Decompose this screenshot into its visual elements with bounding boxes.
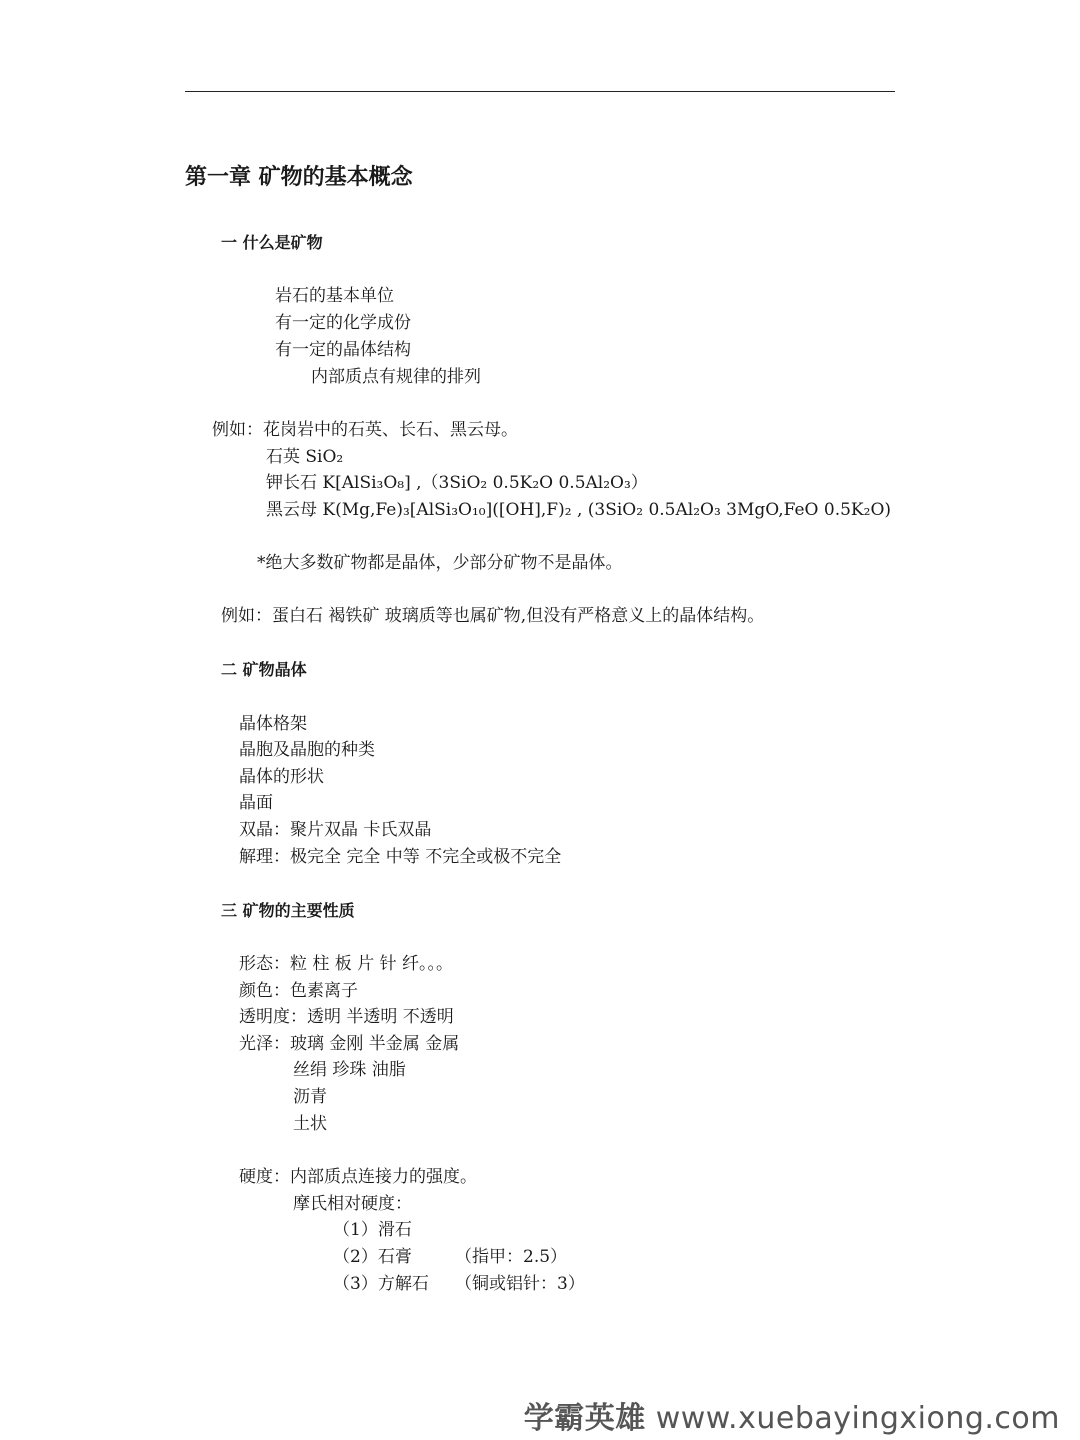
section2-item: 解理：极完全 完全 中等 不完全或极不完全 [239,847,562,867]
example-biotite: 黑云母 K(Mg,Fe)₃[AlSi₃O₁₀]([OH],F)₂ , (3SiO₂ 0.5Al₂O₃ 3MgO,FeO 0.5K₂O) [266,500,892,520]
luster-continued: 土状 [293,1114,327,1134]
section-heading-3: 三 矿物的主要性质 [221,901,355,920]
section-heading-1: 一 什么是矿物 [221,233,323,252]
section-heading-2: 二 矿物晶体 [221,660,307,679]
section2-item: 晶体的形状 [239,767,324,787]
section3-item: 形态：粒 柱 板 片 针 纤。。。 [239,954,454,974]
header-rule [185,91,895,92]
section2-item: 晶胞及晶胞的种类 [239,740,375,760]
section2-item: 晶面 [239,793,273,813]
section1-line: 岩石的基本单位 [275,286,394,306]
section2-item: 晶体格架 [239,714,307,734]
watermark-brand: 学霸英雄 [523,1401,646,1436]
watermark-url: www.xuebayingxiong.com [655,1401,1060,1436]
luster-continued: 丝绢 珍珠 油脂 [293,1060,406,1080]
site-watermark [524,1393,1060,1437]
mohs-item-note: （铜或铝针：3） [455,1274,585,1294]
section2-item: 双晶：聚片双晶 卡氏双晶 [239,820,432,840]
example-quartz: 石英 SiO₂ [266,447,344,467]
luster-continued: 沥青 [293,1087,327,1107]
hardness-definition: 硬度：内部质点连接力的强度。 [239,1167,477,1187]
section1-line: 有一定的化学成份 [275,313,411,333]
example-feldspar: 钾长石 K[AlSi₃O₈] ,（3SiO₂ 0.5K₂O 0.5Al₂O₃） [266,473,648,493]
mohs-label: 摩氏相对硬度： [293,1194,412,1214]
section3-item: 透明度：透明 半透明 不透明 [239,1007,454,1027]
mohs-item-label: （1）滑石 [333,1220,412,1240]
crystal-note: *绝大多数矿物都是晶体，少部分矿物不是晶体。 [257,553,623,573]
example-intro: 例如：花岗岩中的石英、长石、黑云母。 [212,420,518,440]
mohs-item-label: （3）方解石 [333,1274,429,1294]
section3-item: 光泽：玻璃 金刚 半金属 金属 [239,1034,460,1054]
mohs-item-note: （指甲：2.5） [455,1247,568,1267]
chapter-title: 第一章 矿物的基本概念 [185,165,413,190]
section1-subline: 内部质点有规律的排列 [311,367,481,387]
section1-line: 有一定的晶体结构 [275,340,411,360]
example-noncrystal: 例如：蛋白石 褐铁矿 玻璃质等也属矿物,但没有严格意义上的晶体结构。 [221,606,765,626]
mohs-item-label: （2）石膏 [333,1247,412,1267]
section3-item: 颜色：色素离子 [239,981,358,1001]
